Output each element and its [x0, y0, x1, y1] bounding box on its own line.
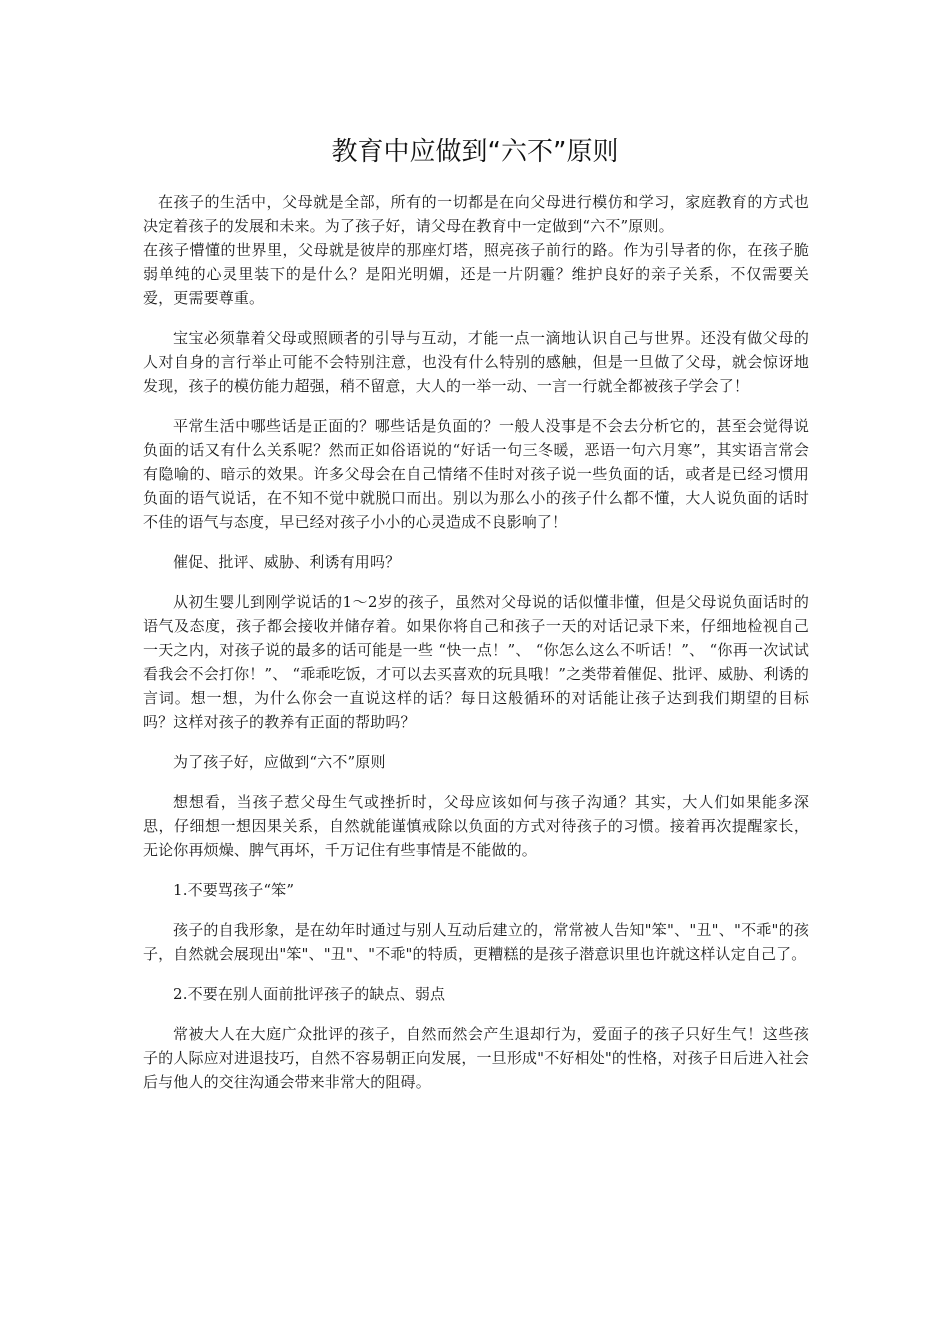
section-heading-six-principles: 为了孩子好，应做到“六不”原则 [173, 753, 386, 771]
list-heading-1: 1.不要骂孩子“笨” [173, 881, 295, 899]
paragraph-self-image: 孩子的自我形象，是在幼年时通过与别人互动后建立的，常常被人告知"笨"、"丑"、"不乖"的孩子，自然就会展现出"笨"、"丑"、"不乖"的特质，更糟糕的是孩子潜意识里也许就这样认定自己了。 [143, 921, 809, 963]
paragraph-imitation: 宝宝必须靠着父母或照顾者的引导与互动，才能一点一滴地认识自己与世界。还没有做父母的人对自身的言行举止可能不会特别注意，也没有什么特别的感触，但是一旦做了父母，就会惊讶地发现，孩子的模仿能力超强，稍不留意，大人的一举一动、一言一行就全都被孩子学会了！ [143, 329, 809, 395]
paragraph-public-criticism: 常被大人在大庭广众批评的孩子，自然而然会产生退却行为，爱面子的孩子只好生气！这些孩子的人际应对进退技巧，自然不容易朝正向发展，一旦形成"不好相处"的性格，对孩子日后进入社会后与他人的交往沟通会带来非常大的阻碍。 [143, 1025, 809, 1091]
section-heading-question: 催促、批评、威胁、利诱有用吗？ [173, 553, 401, 571]
list-heading-2: 2.不要在别人面前批评孩子的缺点、弱点 [173, 985, 446, 1003]
paragraph-infant-dialogue: 从初生婴儿到刚学说话的1～2岁的孩子，虽然对父母说的话似懂非懂，但是父母说负面话时的语气及态度，孩子都会接收并储存着。如果你将自己和孩子一天的对话记录下来，仔细地检视自己一天之内，对孩子说的最多的话可能是一些 “快一点！”、 “你怎么这么不听话！”、 “你再一次试试看我会不会打你！”、 “乖乖吃饭，才可以去买喜欢的玩具哦！”之类带着催促、批评、威胁、利诱的言词。想一想，为什么你会一直说这样的话？每日这般循环的对话能让孩子达到我们期望的目标吗？这样对孩子的教养有正面的帮助吗？ [143, 593, 809, 731]
document-body [143, 190, 809, 1110]
paragraph-intro: 在孩子的生活中，父母就是全部，所有的一切都是在向父母进行模仿和学习，家庭教育的方式也决定着孩子的发展和未来。为了孩子好，请父母在教育中一定做到“六不”原则。 [143, 193, 809, 235]
paragraph-reflect: 想想看，当孩子惹父母生气或挫折时，父母应该如何与孩子沟通？其实，大人们如果能多深思，仔细想一想因果关系，自然就能谨慎戒除以负面的方式对待孩子的习惯。接着再次提醒家长，无论你再烦燥、脾气再坏，千万记住有些事情是不能做的。 [143, 793, 809, 859]
page-title: 教育中应做到“六不”原则 [331, 137, 619, 167]
paragraph-lighthouse: 在孩子懵懂的世界里，父母就是彼岸的那座灯塔，照亮孩子前行的路。作为引导者的你，在孩子脆弱单纯的心灵里装下的是什么？是阳光明媚，还是一片阴霾？维护良好的亲子关系，不仅需要关爱，更需要尊重。 [143, 241, 809, 307]
paragraph-negative-words: 平常生活中哪些话是正面的？哪些话是负面的？一般人没事是不会去分析它的，甚至会觉得说负面的话又有什么关系呢？然而正如俗语说的“好话一句三冬暖，恶语一句六月寒”，其实语言常会有隐喻的、暗示的效果。许多父母会在自己情绪不佳时对孩子说一些负面的话，或者是已经习惯用负面的语气说话，在不知不觉中就脱口而出。别以为那么小的孩子什么都不懂，大人说负面的话时不佳的语气与态度，早已经对孩子小小的心灵造成不良影响了！ [143, 417, 809, 531]
